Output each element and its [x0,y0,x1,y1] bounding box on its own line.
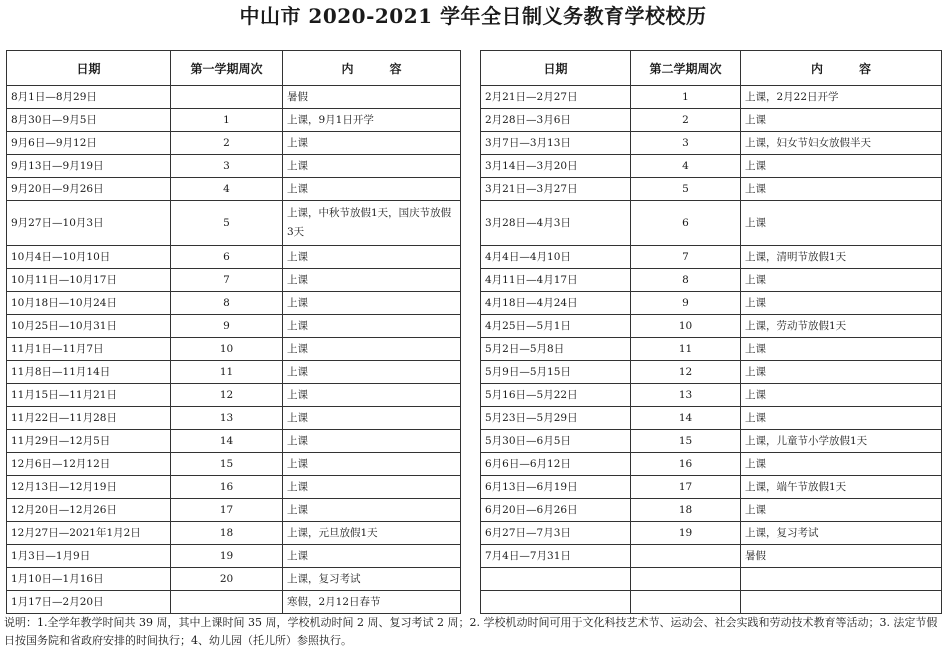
date-cell: 3月21日—3月27日 [481,178,631,201]
week-cell: 8 [631,269,741,292]
content-cell: 上课 [283,269,461,292]
table-row [7,315,461,338]
week-cell: 3 [631,132,741,155]
week-cell: 10 [631,315,741,338]
date-cell: 12月20日—12月26日 [7,499,171,522]
table-header-row [481,51,942,86]
week-cell: 1 [171,109,283,132]
date-cell: 8月30日—9月5日 [7,109,171,132]
table-row [7,338,461,361]
date-cell: 9月13日—9月19日 [7,155,171,178]
table-row [481,338,942,361]
table-row [7,522,461,545]
table-row [481,201,942,246]
content-cell [741,591,942,614]
content-cell: 上课 [741,453,942,476]
table-row [481,86,942,109]
content-cell: 上课 [283,246,461,269]
table-row [7,430,461,453]
date-cell: 10月11日—10月17日 [7,269,171,292]
date-cell: 4月4日—4月10日 [481,246,631,269]
content-cell: 上课，复习考试 [741,522,942,545]
table-row [7,178,461,201]
content-cell: 上课 [283,499,461,522]
table-row [481,522,942,545]
date-cell: 1月10日—1月16日 [7,568,171,591]
week-cell: 5 [171,201,283,246]
table-row [481,246,942,269]
week-cell: 1 [631,86,741,109]
week-cell: 8 [171,292,283,315]
content-cell: 上课，元旦放假1天 [283,522,461,545]
table-row [481,591,942,614]
header-week: 第一学期周次 [171,51,283,86]
date-cell: 5月23日—5月29日 [481,407,631,430]
table-row [7,269,461,292]
week-cell: 7 [171,269,283,292]
week-cell: 3 [171,155,283,178]
table-header-row [7,51,461,86]
content-cell: 上课 [741,361,942,384]
date-cell: 4月25日—5月1日 [481,315,631,338]
table-row [7,155,461,178]
date-cell: 6月6日—6月12日 [481,453,631,476]
date-cell: 2月21日—2月27日 [481,86,631,109]
content-cell: 上课 [741,201,942,246]
week-cell: 12 [631,361,741,384]
content-cell: 上课 [283,178,461,201]
week-cell: 2 [631,109,741,132]
table-row [481,499,942,522]
table-row [481,269,942,292]
content-cell: 上课 [283,384,461,407]
first-semester-table [6,50,461,614]
content-cell: 上课，中秋节放假1天，国庆节放假3天 [283,201,461,246]
table-row [7,109,461,132]
content-cell: 上课 [283,292,461,315]
week-cell: 19 [631,522,741,545]
content-cell: 上课 [741,155,942,178]
table-row [7,361,461,384]
date-cell: 3月14日—3月20日 [481,155,631,178]
content-cell: 上课 [741,338,942,361]
week-cell: 11 [631,338,741,361]
week-cell: 7 [631,246,741,269]
content-cell: 上课 [283,315,461,338]
content-cell [741,568,942,591]
header-week: 第二学期周次 [631,51,741,86]
date-cell: 6月20日—6月26日 [481,499,631,522]
date-cell: 3月28日—4月3日 [481,201,631,246]
table-row [481,453,942,476]
content-cell: 上课，劳动节放假1天 [741,315,942,338]
date-cell: 11月22日—11月28日 [7,407,171,430]
week-cell: 13 [171,407,283,430]
week-cell [171,591,283,614]
content-cell: 上课 [741,292,942,315]
content-cell: 上课，端午节放假1天 [741,476,942,499]
content-cell: 上课，9月1日开学 [283,109,461,132]
content-cell: 暑假 [741,545,942,568]
table-row [481,545,942,568]
date-cell: 11月8日—11月14日 [7,361,171,384]
second-semester-table [480,50,942,614]
content-cell: 上课，2月22日开学 [741,86,942,109]
content-cell: 上课，妇女节妇女放假半天 [741,132,942,155]
week-cell [171,86,283,109]
content-cell: 上课 [283,545,461,568]
date-cell: 1月3日—1月9日 [7,545,171,568]
week-cell: 17 [631,476,741,499]
week-cell: 6 [631,201,741,246]
week-cell: 15 [631,430,741,453]
content-cell: 上课 [741,407,942,430]
table-row [7,132,461,155]
date-cell: 9月27日—10月3日 [7,201,171,246]
header-date: 日期 [481,51,631,86]
week-cell: 14 [171,430,283,453]
content-cell: 上课 [283,338,461,361]
content-cell: 上课 [283,476,461,499]
date-cell: 12月6日—12月12日 [7,453,171,476]
date-cell: 3月7日—3月13日 [481,132,631,155]
table-row [7,453,461,476]
calendar-title: 中山市 2020-2021 学年全日制义务教育学校校历 [239,4,707,28]
date-cell: 12月13日—12月19日 [7,476,171,499]
date-cell: 6月27日—7月3日 [481,522,631,545]
week-cell: 11 [171,361,283,384]
week-cell: 9 [171,315,283,338]
date-cell: 5月30日—6月5日 [481,430,631,453]
date-cell [481,568,631,591]
table-row [7,292,461,315]
content-cell: 上课，复习考试 [283,568,461,591]
content-cell: 上课 [741,178,942,201]
week-cell: 20 [171,568,283,591]
week-cell: 5 [631,178,741,201]
date-cell: 11月15日—11月21日 [7,384,171,407]
table-row [7,476,461,499]
content-cell: 上课 [741,269,942,292]
content-cell: 上课，清明节放假1天 [741,246,942,269]
date-cell: 8月1日—8月29日 [7,86,171,109]
table-row [481,132,942,155]
table-row [481,407,942,430]
table-row [481,292,942,315]
week-cell [631,591,741,614]
date-cell: 5月9日—5月15日 [481,361,631,384]
week-cell: 18 [171,522,283,545]
date-cell: 12月27日—2021年1月2日 [7,522,171,545]
table-row [7,568,461,591]
date-cell: 10月4日—10月10日 [7,246,171,269]
content-cell: 上课，儿童节小学放假1天 [741,430,942,453]
date-cell: 7月4日—7月31日 [481,545,631,568]
date-cell: 11月29日—12月5日 [7,430,171,453]
table-row [481,109,942,132]
date-cell [481,591,631,614]
week-cell: 16 [171,476,283,499]
week-cell: 15 [171,453,283,476]
week-cell [631,545,741,568]
date-cell: 2月28日—3月6日 [481,109,631,132]
week-cell: 12 [171,384,283,407]
table-row [7,545,461,568]
date-cell: 5月16日—5月22日 [481,384,631,407]
content-cell: 上课 [283,155,461,178]
table-row [7,246,461,269]
date-cell: 11月1日—11月7日 [7,338,171,361]
content-cell: 上课 [741,499,942,522]
week-cell: 6 [171,246,283,269]
week-cell: 13 [631,384,741,407]
content-cell: 上课 [741,384,942,407]
header-content: 内 容 [283,51,461,86]
week-cell: 9 [631,292,741,315]
date-cell: 9月20日—9月26日 [7,178,171,201]
footnote: 说明：1.全学年教学时间共 39 周，其中上课时间 35 周，学校机动时间 2 周、复习考试 2 周；2. 学校机动时间可用于文化科技艺术节、运动会、社会实践和劳动技术教育等活动；3. 法定节假日按国务院和省政府安排的时间执行；4、幼儿园（托儿所）参照执行。 [4,616,938,647]
table-row [481,361,942,384]
content-cell: 上课 [283,453,461,476]
week-cell [631,568,741,591]
week-cell: 16 [631,453,741,476]
table-row [481,384,942,407]
week-cell: 10 [171,338,283,361]
table-row [7,201,461,246]
content-cell: 上课 [283,430,461,453]
table-row [481,315,942,338]
content-cell: 暑假 [283,86,461,109]
date-cell: 4月11日—4月17日 [481,269,631,292]
week-cell: 18 [631,499,741,522]
date-cell: 6月13日—6月19日 [481,476,631,499]
content-cell: 寒假，2月12日春节 [283,591,461,614]
date-cell: 10月18日—10月24日 [7,292,171,315]
date-cell: 1月17日—2月20日 [7,591,171,614]
header-content: 内 容 [741,51,942,86]
date-cell: 4月18日—4月24日 [481,292,631,315]
date-cell: 10月25日—10月31日 [7,315,171,338]
table-row [481,568,942,591]
week-cell: 4 [631,155,741,178]
table-row [481,430,942,453]
table-row [481,155,942,178]
table-row [7,499,461,522]
table-row [7,86,461,109]
content-cell: 上课 [283,132,461,155]
week-cell: 4 [171,178,283,201]
week-cell: 14 [631,407,741,430]
table-row [7,591,461,614]
content-cell: 上课 [283,407,461,430]
date-cell: 9月6日—9月12日 [7,132,171,155]
content-cell: 上课 [741,109,942,132]
content-cell: 上课 [283,361,461,384]
header-date: 日期 [7,51,171,86]
table-row [7,407,461,430]
table-row [481,476,942,499]
week-cell: 2 [171,132,283,155]
week-cell: 17 [171,499,283,522]
table-row [481,178,942,201]
week-cell: 19 [171,545,283,568]
table-row [7,384,461,407]
date-cell: 5月2日—5月8日 [481,338,631,361]
